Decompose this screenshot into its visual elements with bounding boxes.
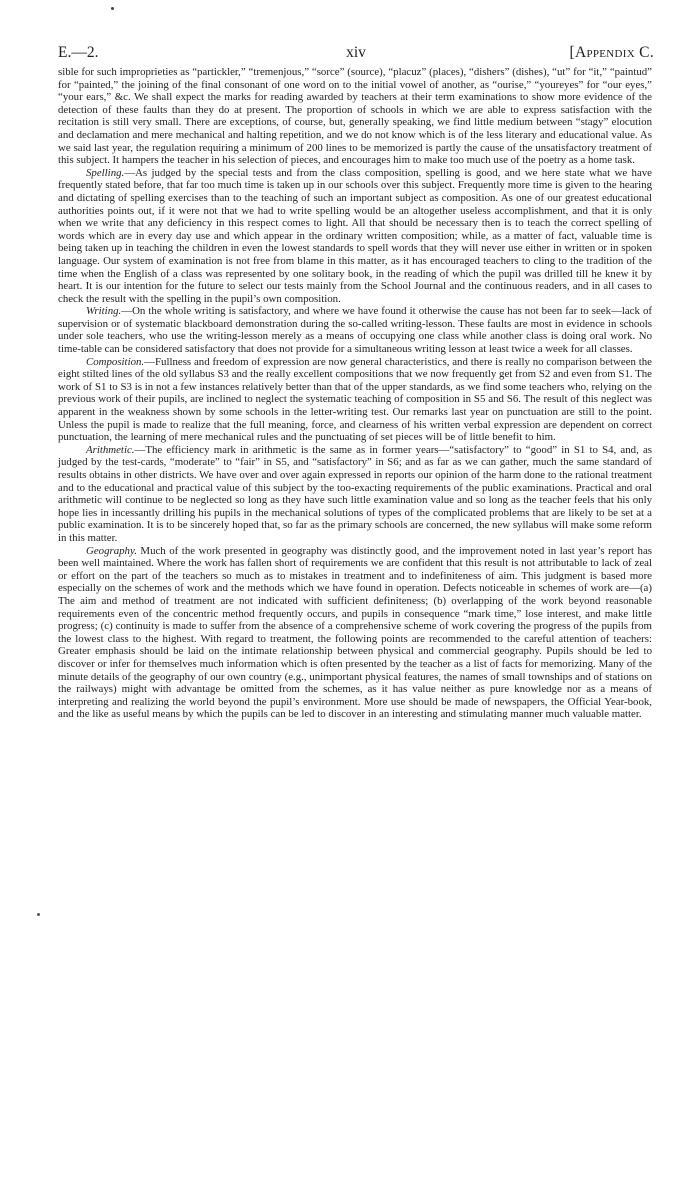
section-heading: Spelling. — [86, 166, 125, 179]
paragraph-text: —As judged by the special tests and from the class composition, spelling is good, and we here state what we have frequently stated before, that far too much time is taken up in our schools over this subject. Frequently more time is given to the hearing and dictating of spelling exercises than to the teaching of such an important subject as composition. As one of our greatest educational authorities points out, if it were not that we had to write spelling would be an altogether useless accomplishment, and that it is only when we write that any deficiency in this respect comes to light. All that should be necessary then is to teach the correct spelling of words which are in every day use and which appear in the ordinary written composition; while, as a matter of fact, valuable time is being taken up in teaching the children in even the lowest standards to spell words that they will never use either in written or in spoken language. Our system of examination is not free from blame in this matter, as it has encouraged teachers to cling to the tradition of the time when the English of a class was represented by one solitary book, in the reading of which the pupil was drilled till he knew it by heart. It is our intention for the future to select our tests mainly from the School Journal and the continuous readers, and in all cases to check the result with the spelling in the pupil’s own composition. — [58, 166, 652, 305]
section-heading: Writing. — [86, 305, 122, 318]
paragraph-text: sible for such improprieties as “partickler,” “tremenjous,” “sorce” (source), “placuz” (places), “dishers” (dishes), “ut” for “it,” “paintud” for “painted,” the joining of the final consonant of one word on to the initial vowel of another, as “ourise,” “youreyes” for “our eyes,” “your ears,” &c. We shall expect the marks for reading awarded by teachers at their term examinations to show more evidence of the detection of these faults than they do at present. The proportion of schools in which we are able to express satisfaction with the recitation is still very small. There are exceptions, of course, but, generally speaking, we find little medium between “stagy” elocution and declamation and mere mechanical and halting repetition, and we do not know which is of the less literary and educational value. As we said last year, the regulation requiring a minimum of 200 lines to be memorized is partly the cause of the unsatisfactory treatment of this subject. It hampers the teacher in his selection of pieces, and encourages him to make too much use of the poetry as a home task. — [58, 66, 652, 167]
paragraph-text: Much of the work presented in geography was distinctly good, and the improvement noted in last year’s report has been well maintained. Where the work has fallen short of requirements we are confident that this result is not attributable to lack of zeal or effort on the part of the teachers so much as to mistakes in treatment and to indefiniteness of aim. This judgment is based more especially on the schemes of work and the methods which we have found in operation. Defects noticeable in schemes of work are—(a) The aim and method of treatment are not indicated with sufficient definiteness; (b) overlapping of the work beyond reasonable requirements even of the concentric method frequently occurs, and pupils in consequence “mark time,” lose interest, and make little progress; (c) continuity is made to suffer from the absence of a comprehensive scheme of work covering the progress of the pupils from the lowest class to the highest. With regard to treatment, the following points are recommended to the careful attention of teachers: Greater emphasis should be laid on the intimate relationship between physical and commercial geography. Pupils should be led to discover or infer for themselves much information which is often presented by the teacher as a list of facts for memorizing. Many of the minute details of the geography of our own country (e.g., unimportant physical features, the names of small townships and of stations on the railways) might with advantage be omitted from the schemes, as it has value neither as pure knowledge nor as a means of interpreting and realizing the world beyond the pupil’s environment. More use should be made of newspapers, the Official Year-book, and the like as useful means by which the pupils can be led to discover in an interesting and stimulating manner much valuable matter. — [58, 544, 652, 721]
appendix-label: [Appendix C. — [569, 44, 654, 61]
report-reference: E.—2. — [58, 44, 99, 61]
paragraph-text: —Fullness and freedom of expression are now general characteristics, and there is really no comparison between the eight stilted lines of the old syllabus S3 and the really excellent compositions that we now frequently get from S2 and even from S1. The work of S1 to S3 is in not a few instances relatively better than that of the upper standards, as we find some teachers who, relying on the previous work of their pupils, are inclined to neglect the systematic teaching of composition in S5 and S6. The result of this neglect was apparent in the weakness shown by some schools in the letter-writing test. Our remarks last year on punctuation are still to the point. Unless the pupil is made to realize that the full meaning, force, and clearness of his written verbal expression are dependent on correct punctuation, the learning of mere mechanical rules and the punctuating of set pieces will be of little benefit to him. — [58, 355, 652, 444]
paragraph-recitation — [58, 66, 652, 167]
paragraph-text: —On the whole writing is satisfactory, and where we have found it otherwise the cause has not been far to seek—lack of supervision or of systematic blackboard demonstration during the so-called writing-lesson. These faults are most in evidence in schools under sole teachers, who use the writing-lesson merely as a means of occupying one class while another class is doing oral work. No time-table can be considered satisfactory that does not provide for a simultaneous writing lesson at least twice a week for all classes. — [58, 305, 652, 356]
section-heading: Arithmetic. — [86, 443, 135, 456]
ink-speck — [111, 7, 114, 10]
section-heading: Geography. — [86, 544, 137, 557]
paragraph-text: —The efficiency mark in arithmetic is the same as in former years—“satisfactory” to “good” in S1 to S4, and, as judged by the test-cards, “moderate” to “fair” in S5, and “satisfactory” in S6; and as far as we can gather, much the same standard of results obtains in other districts. We have over and over again expressed in reports our opinion of the harm done to the rational treatment and to the educational and practical value of this subject by the too-exacting requirements of the public examinations. Practical and oral arithmetic will continue to be neglected so long as they have such little examination value and so long as the teacher feels that his only hope lies in incessantly drilling his pupils in the mechanical solutions of types of the complicated problems that are likely to be set at a public examination. It is to be sincerely hoped that, so far as the primary schools are concerned, the new syllabus will make some reform in this matter. — [58, 443, 652, 544]
paragraph-spelling — [58, 167, 652, 306]
section-heading: Composition. — [86, 355, 145, 368]
paragraph-composition — [58, 356, 652, 444]
paragraph-geography — [58, 545, 652, 721]
paragraph-writing — [58, 305, 652, 355]
margin-mark — [37, 913, 40, 916]
page-body — [58, 66, 652, 721]
page-number: xiv — [346, 44, 366, 61]
page-header — [58, 44, 654, 64]
paragraph-arithmetic — [58, 444, 652, 545]
